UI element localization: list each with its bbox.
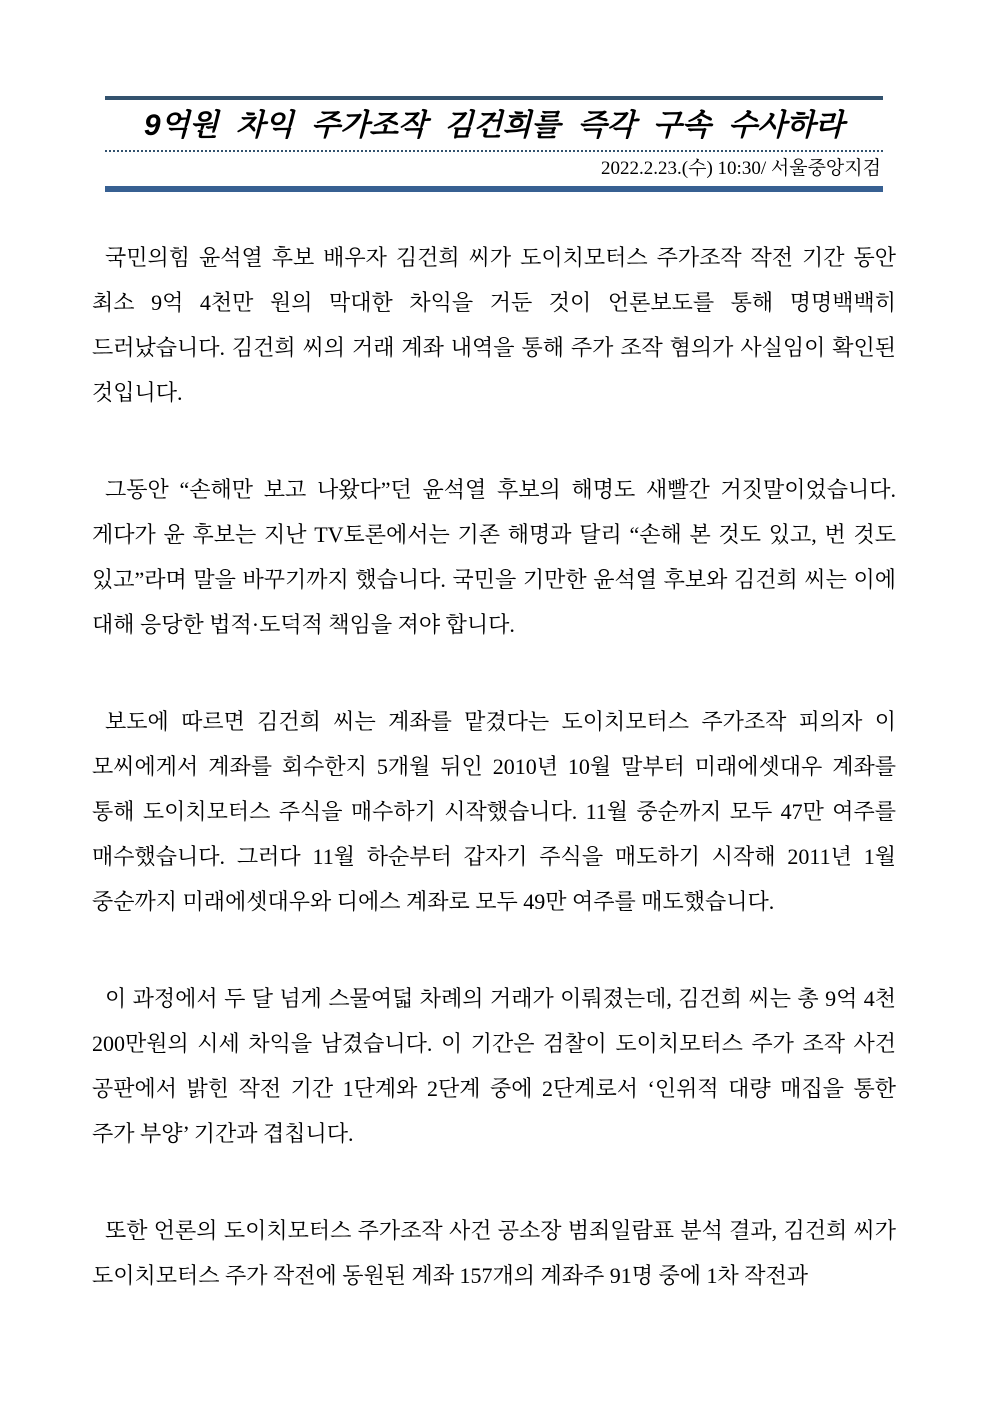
header-bottom-rule	[105, 186, 883, 192]
document-title: 9억원 차익 주가조작 김건희를 즉각 구속 수사하라	[143, 109, 845, 142]
dateline: 2022.2.23.(수) 10:30/ 서울중앙지검	[601, 158, 881, 179]
document-body	[92, 235, 896, 1298]
document-header	[105, 0, 883, 192]
paragraph: 국민의힘 윤석열 후보 배우자 김건희 씨가 도이치모터스 주가조작 작전 기간 동안 최소 9억 4천만 원의 막대한 차익을 거둔 것이 언론보도를 통해 명명백백히 드러났습니다. 김건희 씨의 거래 계좌 내역을 통해 주가 조작 혐의가 사실임이 확인된 것입니다.	[92, 245, 896, 405]
paragraph: 또한 언론의 도이치모터스 주가조작 사건 공소장 범죄일람표 분석 결과, 김건희 씨가 도이치모터스 주가 작전에 동원된 계좌 157개의 계좌주 91명 중에 1차 작전과	[92, 1218, 896, 1288]
paragraph: 이 과정에서 두 달 넘게 스물여덟 차례의 거래가 이뤄졌는데, 김건희 씨는 총 9억 4천 200만원의 시세 차익을 남겼습니다. 이 기간은 검찰이 도이치모터스 주가 조작 사건 공판에서 밝힌 작전 기간 1단계와 2단계 중에 2단계로서 ‘인위적 대량 매집을 통한 주가 부양’ 기간과 겹칩니다.	[92, 986, 896, 1146]
paragraph: 보도에 따르면 김건희 씨는 계좌를 맡겼다는 도이치모터스 주가조작 피의자 이 모씨에게서 계좌를 회수한지 5개월 뒤인 2010년 10월 말부터 미래에셋대우 계좌를 통해 도이치모터스 주식을 매수하기 시작했습니다. 11월 중순까지 모두 47만 여주를 매수했습니다. 그러다 11월 하순부터 갑자기 주식을 매도하기 시작해 2011년 1월 중순까지 미래에셋대우와 디에스 계좌로 모두 49만 여주를 매도했습니다.	[92, 709, 896, 914]
paragraph: 그동안 “손해만 보고 나왔다”던 윤석열 후보의 해명도 새빨간 거짓말이었습니다. 게다가 윤 후보는 지난 TV토론에서는 기존 해명과 달리 “손해 본 것도 있고, 번 것도 있고”라며 말을 바꾸기까지 했습니다. 국민을 기만한 윤석열 후보와 김건희 씨는 이에 대해 응당한 법적·도덕적 책임을 져야 합니다.	[92, 477, 896, 637]
